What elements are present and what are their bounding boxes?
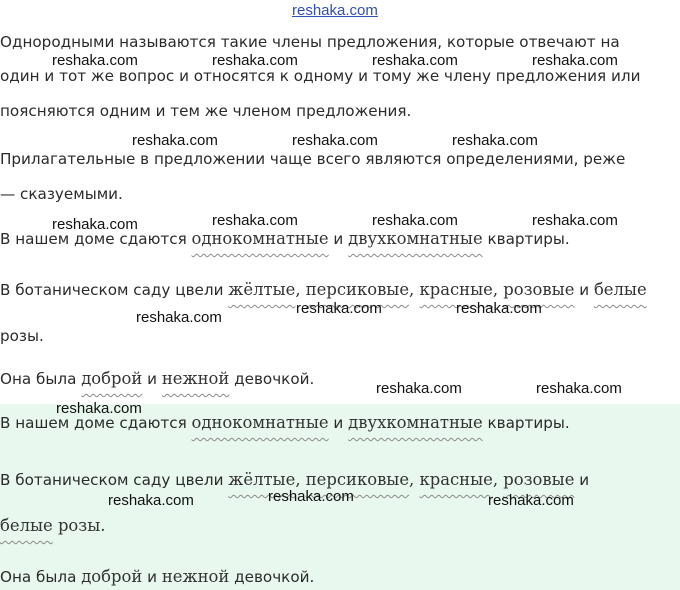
answer-sentence-3 xyxy=(0,566,314,588)
s1-and: и xyxy=(328,230,349,248)
theory-p1-line1: Однородными называются такие члены предложения, которые отвечают на xyxy=(0,33,620,51)
a3-start: Она была xyxy=(0,568,82,586)
a2-homogeneous-4: розовые xyxy=(503,470,575,489)
a2-homogeneous-5: белые xyxy=(0,516,53,535)
a1-homogeneous-2: двухкомнатные xyxy=(348,413,483,432)
a1-homogeneous-1: однокомнатные xyxy=(191,413,329,432)
s2-start: В ботаническом саду цвели xyxy=(0,281,229,299)
s2-comma-1: , xyxy=(295,280,306,299)
s1-homogeneous-1: однокомнатные xyxy=(191,229,329,248)
watermark: reshaka.com xyxy=(456,300,542,317)
example-sentence-3 xyxy=(0,368,314,390)
s1-homogeneous-2: двухкомнатные xyxy=(348,229,483,248)
watermark: reshaka.com xyxy=(136,309,222,326)
s2-homogeneous-3: красные xyxy=(419,280,493,299)
a1-end: квартиры. xyxy=(482,414,570,432)
watermark: reshaka.com xyxy=(56,400,142,417)
s3-homogeneous-1: доброй xyxy=(81,369,143,388)
theory-p1-line2: один и тот же вопрос и относятся к одному и тому же члену предложения или xyxy=(0,67,641,85)
watermark: reshaka.com xyxy=(212,52,298,69)
a3-and: и xyxy=(142,568,162,586)
watermark: reshaka.com xyxy=(376,380,462,397)
theory-p2-line1: Прилагательные в предложении чаще всего являются определениями, реже xyxy=(0,150,626,168)
s1-end: квартиры. xyxy=(482,230,570,248)
answer-sentence-2-cont xyxy=(0,515,106,537)
s3-start: Она была xyxy=(0,370,82,388)
watermark: reshaka.com xyxy=(212,212,298,229)
s2-homogeneous-1: жёлтые xyxy=(228,280,296,299)
watermark: reshaka.com xyxy=(532,52,618,69)
watermark: reshaka.com xyxy=(52,216,138,233)
watermark: reshaka.com xyxy=(52,52,138,69)
s1-start: В нашем доме сдаются xyxy=(0,230,192,248)
watermark: reshaka.com xyxy=(488,492,574,509)
a1-start: В нашем доме сдаются xyxy=(0,414,192,432)
a2-comma-2: , xyxy=(409,470,420,489)
s3-homogeneous-2: нежной xyxy=(161,369,230,388)
watermark: reshaka.com xyxy=(132,132,218,149)
a3-homogeneous-1: доброй xyxy=(81,567,143,586)
watermark: reshaka.com xyxy=(452,132,538,149)
s3-and: и xyxy=(142,370,162,388)
s3-end: девочкой. xyxy=(229,370,315,388)
s2-homogeneous-2: персиковые xyxy=(305,280,410,299)
s2-homogeneous-5: белые xyxy=(593,280,647,299)
a2-start: В ботаническом саду цвели xyxy=(0,471,229,489)
watermark: reshaka.com xyxy=(372,52,458,69)
a2-comma-1: , xyxy=(295,470,306,489)
a3-homogeneous-2: нежной xyxy=(161,567,230,586)
site-link[interactable]: reshaka.com xyxy=(292,2,378,19)
watermark: reshaka.com xyxy=(268,488,354,505)
theory-p1-line3: поясняются одним и тем же членом предложения. xyxy=(0,102,412,120)
s2-homogeneous-4: розовые xyxy=(503,280,575,299)
watermark: reshaka.com xyxy=(108,492,194,509)
a2-homogeneous-2: персиковые xyxy=(305,470,410,489)
watermark: reshaka.com xyxy=(296,300,382,317)
s2-and: и xyxy=(574,281,594,299)
watermark: reshaka.com xyxy=(292,132,378,149)
a1-and: и xyxy=(328,414,349,432)
watermark: reshaka.com xyxy=(536,380,622,397)
a2-homogeneous-1: жёлтые xyxy=(228,470,296,489)
a2-end: розы. xyxy=(52,516,106,535)
a3-end: девочкой. xyxy=(229,568,315,586)
watermark: reshaka.com xyxy=(372,212,458,229)
watermark: reshaka.com xyxy=(532,212,618,229)
theory-p2-line2: — сказуемыми. xyxy=(0,185,123,203)
s2-comma-2: , xyxy=(409,280,420,299)
a2-comma-3: , xyxy=(492,470,504,489)
a2-homogeneous-3: красные xyxy=(419,470,493,489)
s2-comma-3: , xyxy=(492,280,504,299)
s2-end: розы. xyxy=(0,327,44,345)
example-sentence-2 xyxy=(0,279,647,301)
a2-and: и xyxy=(574,471,590,489)
